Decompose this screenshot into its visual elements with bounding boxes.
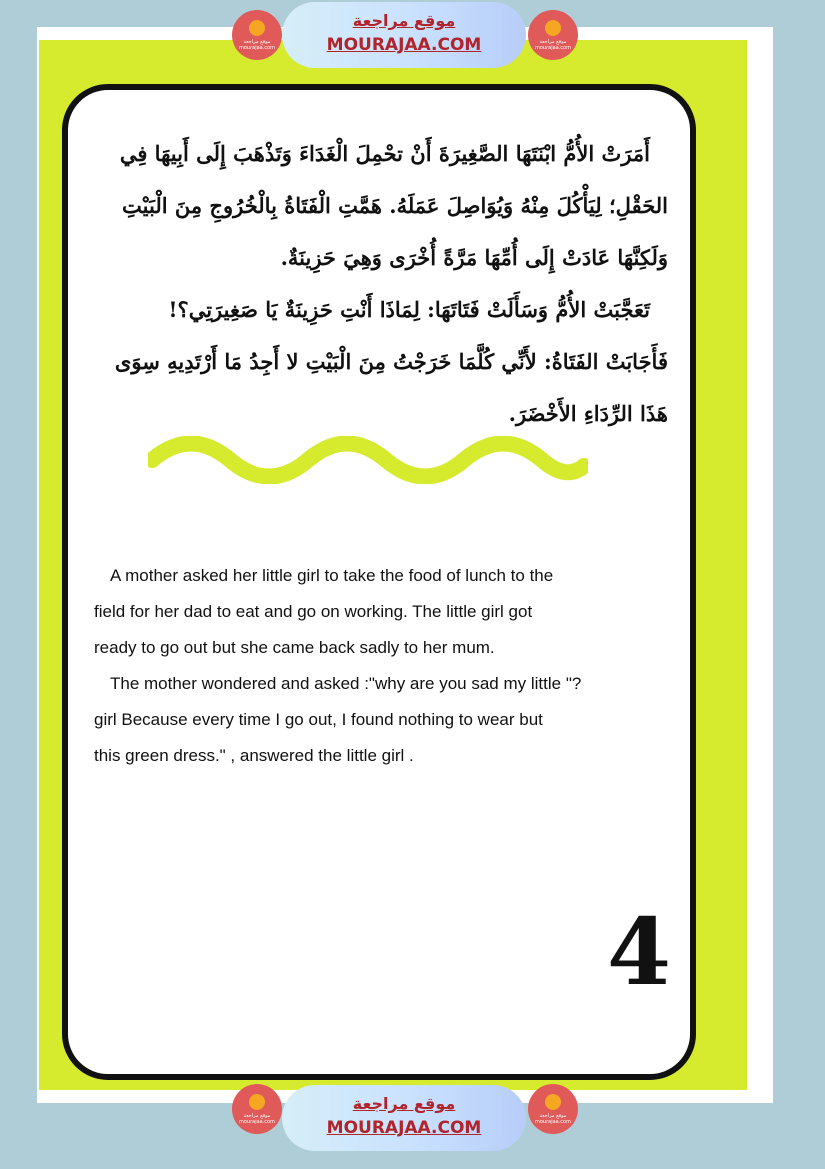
logo-icon [249, 1094, 265, 1110]
english-line: ready to go out but she came back sadly to her mum. [94, 638, 495, 657]
watermark-badge-right[interactable] [528, 1084, 578, 1134]
watermark-badge-left[interactable] [232, 1084, 282, 1134]
badge-caption: موقع مراجعة mourajaa.com [238, 39, 275, 51]
arabic-story-text [96, 128, 668, 440]
logo-icon [249, 20, 265, 36]
watermark-arabic[interactable]: موقع مراجعة [352, 11, 456, 30]
english-line: A mother asked her little girl to take the food of lunch to the [110, 566, 554, 585]
watermark-link[interactable]: MOURAJAA.COM [326, 35, 482, 55]
arabic-line: تَعَجَّبَتْ الأُمُّ وَسَأَلَتْ فَتَاتَهَا: لِمَاذَا أَنْتِ حَزِينَةٌ يَا صَغِيرَتِي؟! [168, 297, 650, 322]
watermark-link[interactable]: MOURAJAA.COM [326, 1118, 482, 1138]
arabic-line: هَذَا الرِّدَاءِ الأَخْضَرَ. [508, 401, 668, 426]
english-line: field for her dad to eat and go on working. The little girl got [94, 602, 533, 621]
watermark-badge-left[interactable] [232, 10, 282, 60]
arabic-line: وَلَكِنَّهَا عَادَتْ إِلَى أُمِّهَا مَرَّةً أُخْرَى وَهِيَ حَزِينَةٌ. [280, 245, 668, 270]
watermark-banner-bottom[interactable] [282, 1085, 526, 1151]
badge-caption: موقع مراجعة mourajaa.com [534, 39, 571, 51]
page-number: 4 [606, 898, 671, 1006]
badge-caption: موقع مراجعة mourajaa.com [534, 1113, 571, 1125]
arabic-line: فَأَجَابَتْ الفَتَاةُ: لأَنِّي كُلَّمَا خَرَجْتُ مِنَ الْبَيْتِ لا أَجِدُ مَا أَرْتَدِيهِ سِوَى [114, 349, 668, 374]
english-story-text [94, 558, 664, 774]
watermark-banner-top[interactable] [282, 2, 526, 68]
english-line: The mother wondered and asked :"why are you sad my little "? [110, 674, 582, 693]
english-line: this green dress." , answered the little girl . [94, 746, 414, 765]
arabic-line: أَمَرَتْ الأُمُّ ابْنَتَهَا الصَّغِيرَةَ أَنْ تحْمِلَ الْغَدَاءَ وَتَذْهَبَ إِلَى أَبِيهَا فِي [119, 141, 650, 166]
arabic-line: الحَقْلِ؛ لِيَأْكُلَ مِنْهُ وَيُوَاصِلَ عَمَلَهُ. هَمَّتِ الْفَتَاةُ بِالْخُرُوجِ مِنَ الْبَيْتِ [122, 193, 668, 218]
watermark-badge-right[interactable] [528, 10, 578, 60]
badge-caption: موقع مراجعة mourajaa.com [238, 1113, 275, 1125]
wave-divider [148, 436, 588, 484]
english-line: girl Because every time I go out, I found nothing to wear but [94, 710, 543, 729]
watermark-arabic[interactable]: موقع مراجعة [352, 1094, 456, 1113]
logo-icon [545, 20, 561, 36]
logo-icon [545, 1094, 561, 1110]
